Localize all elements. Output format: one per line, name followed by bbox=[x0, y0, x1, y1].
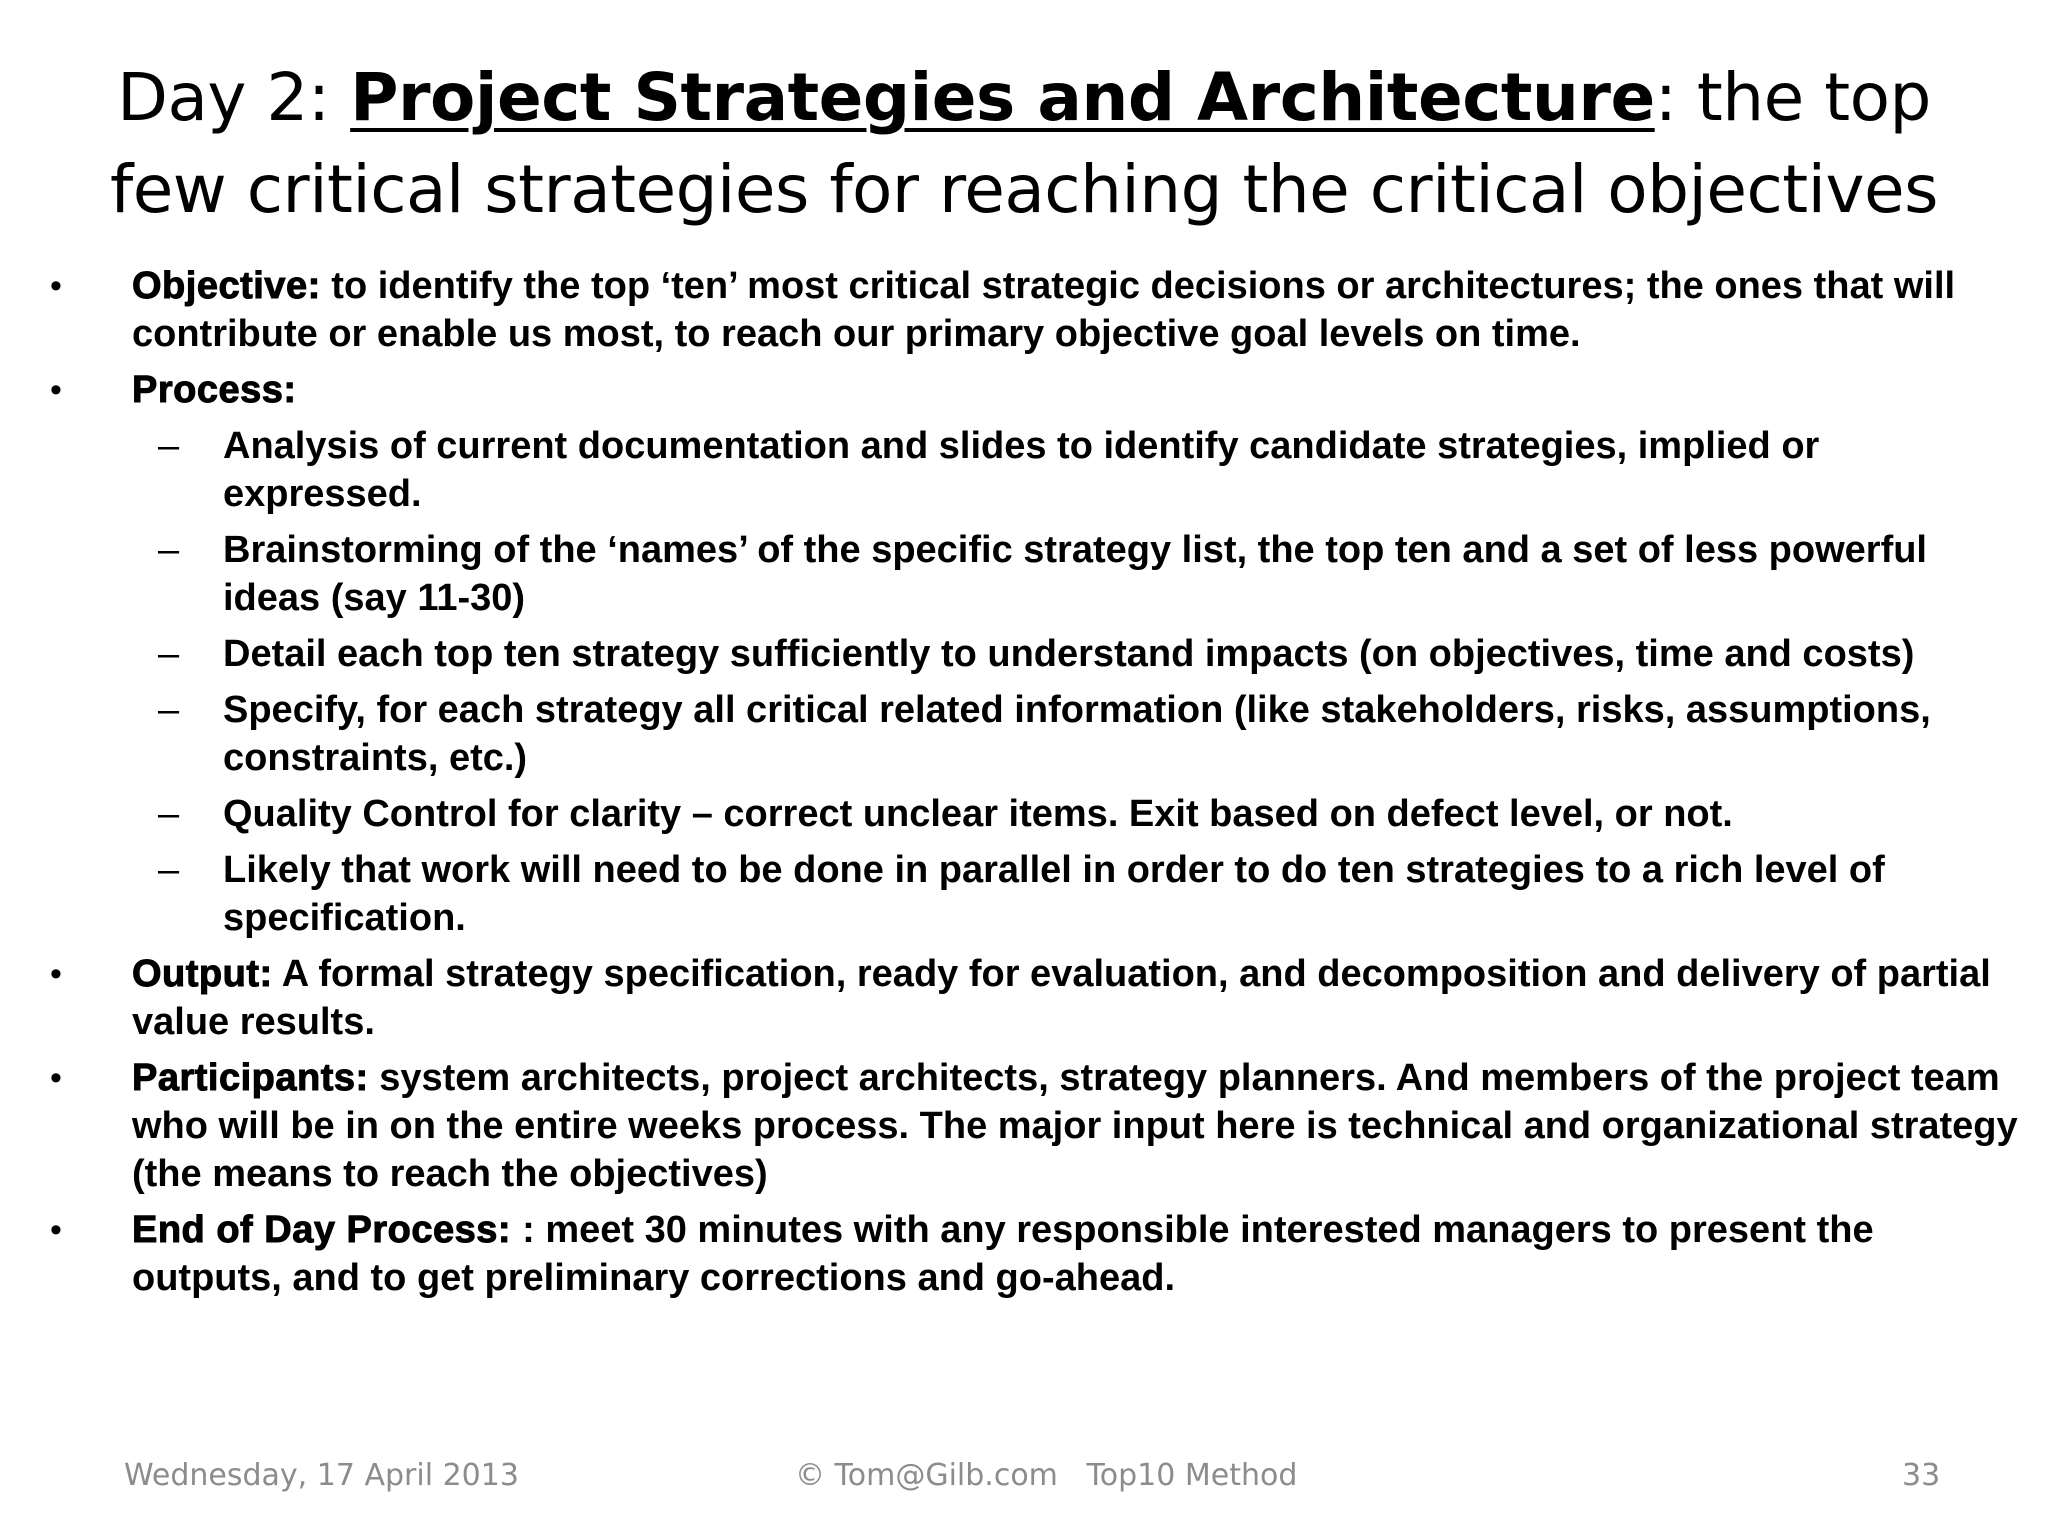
footer-copyright: © Tom@Gilb.com Top10 Method bbox=[795, 1458, 1298, 1493]
dash-marker: – bbox=[158, 633, 180, 675]
dash-marker: – bbox=[158, 689, 180, 731]
process-step bbox=[50, 686, 1983, 782]
process-step bbox=[50, 790, 1983, 838]
bullet-marker: • bbox=[50, 371, 62, 409]
process-step-text: Quality Control for clarity – correct unclear items. Exit based on defect level, or not. bbox=[223, 793, 1733, 835]
bullet-lead: Process: bbox=[132, 369, 297, 411]
bullet-lead: Output: bbox=[132, 953, 273, 995]
bullet-marker: • bbox=[50, 267, 62, 305]
bullet-lead: Objective: bbox=[132, 265, 321, 307]
bullet-participants bbox=[50, 1054, 2025, 1198]
bullet-marker: • bbox=[50, 955, 62, 993]
title-prefix: Day 2: bbox=[117, 59, 351, 136]
title-rest: : the top few critical strategies for reaching the critical objectives bbox=[109, 59, 1939, 228]
slide-number: 33 bbox=[1902, 1458, 1941, 1493]
process-step bbox=[50, 422, 1983, 518]
bullet-output bbox=[50, 950, 2025, 1046]
slide-title bbox=[80, 52, 1968, 236]
bullet-marker: • bbox=[50, 1059, 62, 1097]
bullet-lead: End of Day Process: bbox=[132, 1209, 523, 1251]
process-step bbox=[50, 630, 1983, 678]
footer-date: Wednesday, 17 April 2013 bbox=[124, 1458, 519, 1493]
bullet-text: to identify the top ‘ten’ most critical strategic decisions or architectures; the ones that will contribute or enable us most, to reach our primary objective goal levels on time. bbox=[132, 265, 1956, 355]
dash-marker: – bbox=[158, 529, 180, 571]
process-step-text: Brainstorming of the ‘names’ of the specific strategy list, the top ten and a set of less powerful ideas (say 11-30) bbox=[223, 529, 1927, 619]
bullet-objective bbox=[50, 262, 2025, 358]
process-step-text: Detail each top ten strategy sufficiently to understand impacts (on objectives, time and costs) bbox=[223, 633, 1915, 675]
bullet-text: A formal strategy specification, ready for evaluation, and decomposition and delivery of partial value results. bbox=[132, 953, 1991, 1043]
bullet-text: system architects, project architects, strategy planners. And members of the project team who will be in on the entire weeks process. The major input here is technical and organizational strategy (the means to reach the objectives) bbox=[132, 1057, 2018, 1195]
bullet-process bbox=[50, 366, 2025, 414]
process-step-text: Specify, for each strategy all critical related information (like stakeholders, risks, assumptions, constraints, etc.) bbox=[223, 689, 1931, 779]
dash-marker: – bbox=[158, 849, 180, 891]
title-emphasis: Project Strategies and Architecture bbox=[350, 59, 1655, 136]
process-step-text: Analysis of current documentation and slides to identify candidate strategies, implied or expressed. bbox=[223, 425, 1820, 515]
dash-marker: – bbox=[158, 793, 180, 835]
bullet-marker: • bbox=[50, 1211, 62, 1249]
bullet-lead: Participants: bbox=[132, 1057, 369, 1099]
process-step bbox=[50, 846, 1983, 942]
process-step-text: Likely that work will need to be done in parallel in order to do ten strategies to a rich level of specification. bbox=[223, 849, 1885, 939]
slide-body bbox=[50, 262, 2025, 1310]
bullet-text: : meet 30 minutes with any responsible interested managers to present the outputs, and to get preliminary corrections and go-ahead. bbox=[132, 1209, 1874, 1299]
bullet-end-of-day bbox=[50, 1206, 2025, 1302]
process-step bbox=[50, 526, 1983, 622]
dash-marker: – bbox=[158, 425, 180, 467]
